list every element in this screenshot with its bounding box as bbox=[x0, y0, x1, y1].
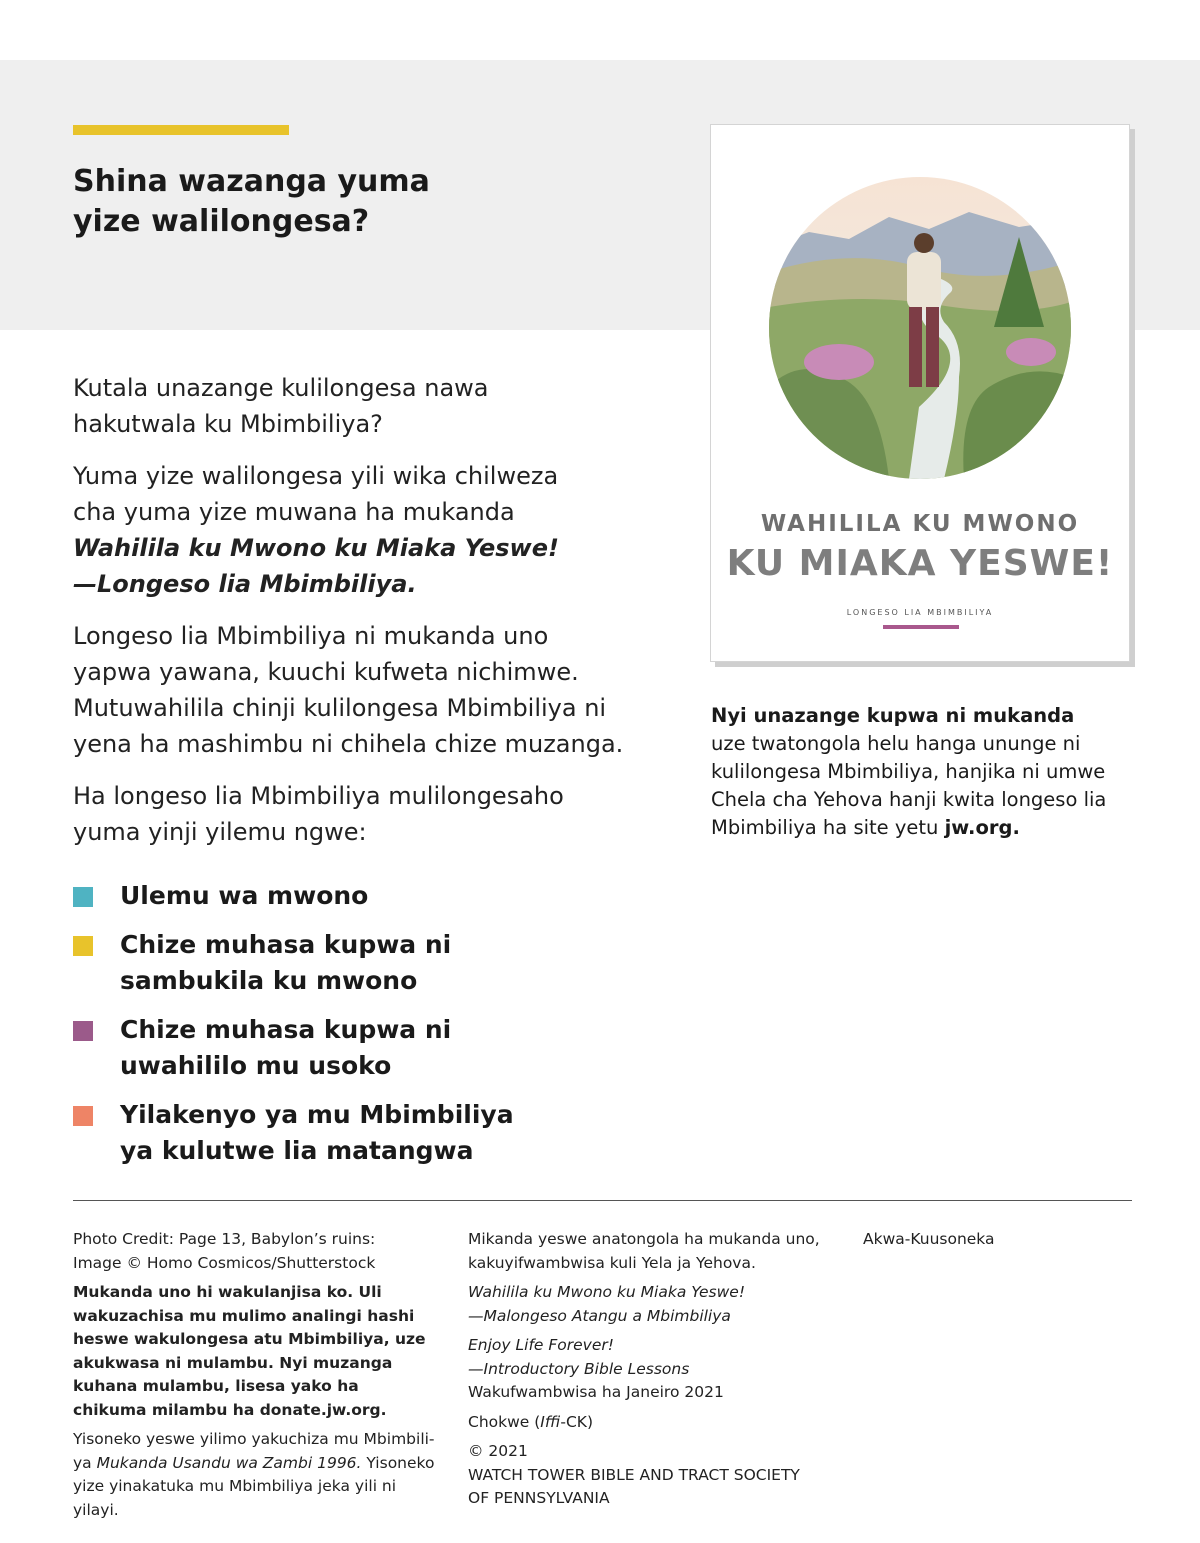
bible-title: Mukanda Usandu wa Zambi 1996. bbox=[96, 1453, 362, 1472]
text-line: Image © Homo Cosmicos/Shutterstock bbox=[73, 1253, 376, 1272]
intro-paragraph bbox=[73, 778, 663, 850]
language-code bbox=[468, 1411, 838, 1435]
text-line: Chela cha Yehova hanji kwita longeso lia bbox=[711, 788, 1107, 811]
promo-text bbox=[711, 702, 1131, 842]
text-fragment: ya bbox=[73, 1453, 97, 1472]
text-line: Mutuwahilila chinji kulilongesa Mbimbiliya ni bbox=[73, 694, 607, 722]
author-note: Akwa-Kuusoneka bbox=[863, 1230, 995, 1248]
text-line: yena ha mashimbu ni chihela chize muzanga. bbox=[73, 730, 624, 758]
accent-bar bbox=[73, 125, 289, 135]
text-line: Yuma yize walilongesa yili wika chilweza bbox=[73, 462, 559, 490]
text-line: yapwa yawana, kuuchi kufweta nichimwe. bbox=[73, 658, 579, 686]
text-line: Yisoneko yeswe yilimo yakuchiza mu Mbimbili- bbox=[73, 1430, 435, 1448]
cover-subtitle: LONGESO LIA MBIMBILIYA bbox=[846, 608, 994, 617]
text-line: kakuyifwambwisa kuli Yela ja Yehova. bbox=[468, 1253, 756, 1272]
bullet-square-icon bbox=[73, 887, 93, 907]
text-line: heswe wakulongesa atu Mbimbiliya, uze bbox=[73, 1330, 426, 1348]
book-title: —Longeso lia Mbimbiliya. bbox=[73, 570, 417, 598]
text-line: kuhana mulambu, lisesa yako ha bbox=[73, 1377, 359, 1395]
bullet-square-icon bbox=[73, 1106, 93, 1126]
site-link[interactable]: jw.org. bbox=[944, 816, 1020, 839]
topic-text: Chize muhasa kupwa ni bbox=[120, 930, 452, 959]
text-fragment: Yisoneko bbox=[361, 1453, 435, 1472]
text-line: Enjoy Life Forever! bbox=[468, 1336, 614, 1354]
title-line: yize walilongesa? bbox=[73, 204, 370, 239]
text-line: —Malongeso Atangu a Mbimbiliya bbox=[468, 1306, 731, 1325]
page-title bbox=[73, 162, 633, 242]
list-item bbox=[73, 878, 673, 914]
text-line: uze twatongola helu hanga ununge ni bbox=[711, 732, 1081, 755]
text-fragment: Chokwe ( bbox=[468, 1412, 541, 1431]
footer-column bbox=[863, 1228, 1123, 1258]
topic-text: Yilakenyo ya mu Mbimbiliya bbox=[120, 1100, 514, 1129]
text-fragment: -CK) bbox=[560, 1412, 594, 1431]
bullet-square-icon bbox=[73, 936, 93, 956]
donation-notice bbox=[73, 1281, 443, 1422]
list-item bbox=[73, 1097, 673, 1169]
footer-column bbox=[468, 1228, 838, 1517]
publisher-note bbox=[468, 1228, 838, 1275]
scripture-note bbox=[73, 1428, 443, 1522]
book-title: Wahilila ku Mwono ku Miaka Yeswe! bbox=[73, 534, 559, 562]
text-line: yuma yinji yilemu ngwe: bbox=[73, 818, 367, 846]
intro-paragraph bbox=[73, 370, 663, 442]
topic-text: uwahililo mu usoko bbox=[120, 1051, 392, 1080]
text-line: Mbimbiliya ha site yetu bbox=[711, 816, 945, 839]
text-line: —Introductory Bible Lessons bbox=[468, 1359, 690, 1378]
print-date: Wakufwambwisa ha Janeiro 2021 bbox=[468, 1383, 724, 1401]
text-line: cha yuma yize muwana ha mukanda bbox=[73, 498, 515, 526]
text-fragment: Iffi bbox=[540, 1412, 561, 1431]
title-line: Shina wazanga yuma bbox=[73, 164, 430, 199]
cover-title: WAHILILA KU MWONO bbox=[760, 511, 1080, 537]
text-line: Longeso lia Mbimbiliya ni mukanda uno bbox=[73, 622, 549, 650]
text-line: akukwasa ni mulambu. Nyi muzanga bbox=[73, 1353, 393, 1372]
cover-title: KU MIAKA YESWE! bbox=[726, 543, 1114, 584]
text-line: Mukanda uno hi wakulanjisa ko. Uli bbox=[73, 1283, 382, 1301]
intro-text bbox=[73, 370, 663, 866]
book-cover bbox=[710, 124, 1130, 662]
text-line: yize yinakatuka mu Mbimbiliya jeka yili ni yilayi. bbox=[73, 1477, 397, 1519]
text-line: WATCH TOWER BIBLE AND TRACT SOCIETY bbox=[468, 1465, 800, 1484]
copyright bbox=[468, 1440, 838, 1511]
intro-paragraph bbox=[73, 618, 663, 762]
footer-divider bbox=[73, 1200, 1132, 1201]
text-line: kulilongesa Mbimbiliya, hanjika ni umwe bbox=[711, 760, 1106, 783]
photo-credit bbox=[73, 1228, 443, 1275]
intro-paragraph bbox=[73, 458, 663, 602]
text-line: Wahilila ku Mwono ku Miaka Yeswe! bbox=[468, 1283, 746, 1301]
text-line: OF PENNSYLVANIA bbox=[468, 1489, 610, 1507]
text-line: chikuma milambu ha donate.jw.org. bbox=[73, 1400, 387, 1419]
english-title bbox=[468, 1334, 838, 1405]
text-line: Mikanda yeswe anatongola ha mukanda uno, bbox=[468, 1230, 820, 1248]
bullet-square-icon bbox=[73, 1021, 93, 1041]
cover-illustration bbox=[769, 177, 1071, 479]
list-item bbox=[73, 1012, 673, 1084]
cover-accent-bar bbox=[883, 625, 959, 629]
topic-list bbox=[73, 878, 673, 1182]
text-line: Ha longeso lia Mbimbiliya mulilongesaho bbox=[73, 782, 564, 810]
text-line: wakuzachisa mu mulimo analingi hashi bbox=[73, 1306, 415, 1325]
text-line: Photo Credit: Page 13, Babylon’s ruins: bbox=[73, 1230, 376, 1248]
promo-lead: Nyi unazange kupwa ni mukanda bbox=[711, 704, 1075, 727]
footer-column bbox=[73, 1228, 443, 1528]
list-item bbox=[73, 927, 673, 999]
topic-text: ya kulutwe lia matangwa bbox=[120, 1136, 474, 1165]
topic-text: Ulemu wa mwono bbox=[120, 881, 369, 910]
text-line: hakutwala ku Mbimbiliya? bbox=[73, 410, 383, 438]
topic-text: Chize muhasa kupwa ni bbox=[120, 1015, 452, 1044]
topic-text: sambukila ku mwono bbox=[120, 966, 418, 995]
text-line: Kutala unazange kulilongesa nawa bbox=[73, 374, 489, 402]
local-title bbox=[468, 1281, 838, 1328]
text-line: © 2021 bbox=[468, 1442, 528, 1460]
